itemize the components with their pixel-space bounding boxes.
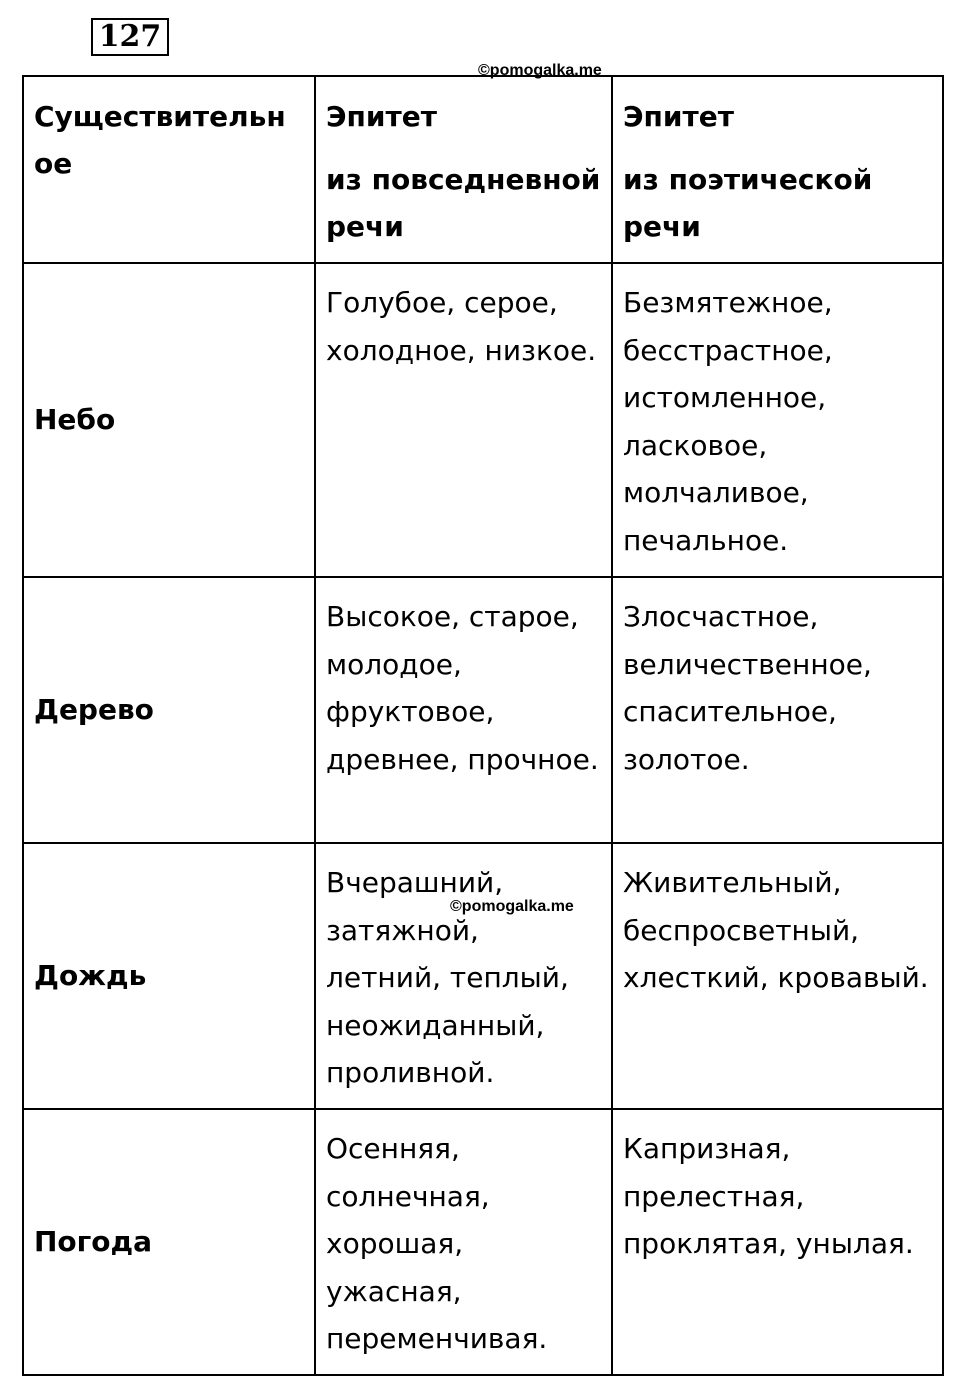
everyday-cell — [315, 263, 612, 577]
everyday-cell — [315, 577, 612, 843]
header-noun — [23, 76, 315, 263]
poetic-cell — [612, 1109, 943, 1375]
header-everyday-line2: из повседневной речи — [326, 163, 601, 243]
header-noun-label: Существительное — [34, 100, 286, 180]
header-everyday — [315, 76, 612, 263]
poetic-epithets: Безмятежное, бесстрастное, истомленное, ласковое, молчаливое, печальное. — [623, 286, 833, 557]
everyday-epithets: Осенняя, солнечная, хорошая, ужасная, переменчивая. — [326, 1132, 548, 1355]
task-number: 127 — [91, 18, 169, 56]
table-header-row — [23, 76, 943, 263]
table-row — [23, 1109, 943, 1375]
header-poetic-line1: Эпитет — [623, 100, 734, 133]
noun-cell: Погода — [23, 1109, 315, 1375]
epithets-table — [22, 75, 944, 1376]
everyday-epithets: Высокое, старое, молодое, фруктовое, древнее, прочное. — [326, 600, 599, 776]
poetic-cell — [612, 843, 943, 1109]
everyday-cell — [315, 843, 612, 1109]
noun-cell: Небо — [23, 263, 315, 577]
watermark-top: ©pomogalka.me — [478, 62, 602, 79]
everyday-epithets: Голубое, серое, холодное, низкое. — [326, 286, 597, 367]
header-poetic-line2: из поэтической речи — [623, 163, 873, 243]
header-everyday-line1: Эпитет — [326, 100, 437, 133]
table-row — [23, 263, 943, 577]
poetic-cell — [612, 577, 943, 843]
table-row — [23, 577, 943, 843]
noun-cell: Дождь — [23, 843, 315, 1109]
watermark-middle: ©pomogalka.me — [450, 898, 574, 915]
table-row — [23, 843, 943, 1109]
poetic-cell — [612, 263, 943, 577]
everyday-epithets: Вчерашний, затяжной, летний, теплый, неожиданный, проливной. — [326, 866, 569, 1089]
header-poetic — [612, 76, 943, 263]
everyday-cell — [315, 1109, 612, 1375]
poetic-epithets: Злосчастное, величественное, спасительное, золотое. — [623, 600, 872, 776]
noun-cell: Дерево — [23, 577, 315, 843]
poetic-epithets: Капризная, прелестная, проклятая, унылая. — [623, 1132, 914, 1260]
poetic-epithets: Живительный, беспросветный, хлесткий, кровавый. — [623, 866, 929, 994]
